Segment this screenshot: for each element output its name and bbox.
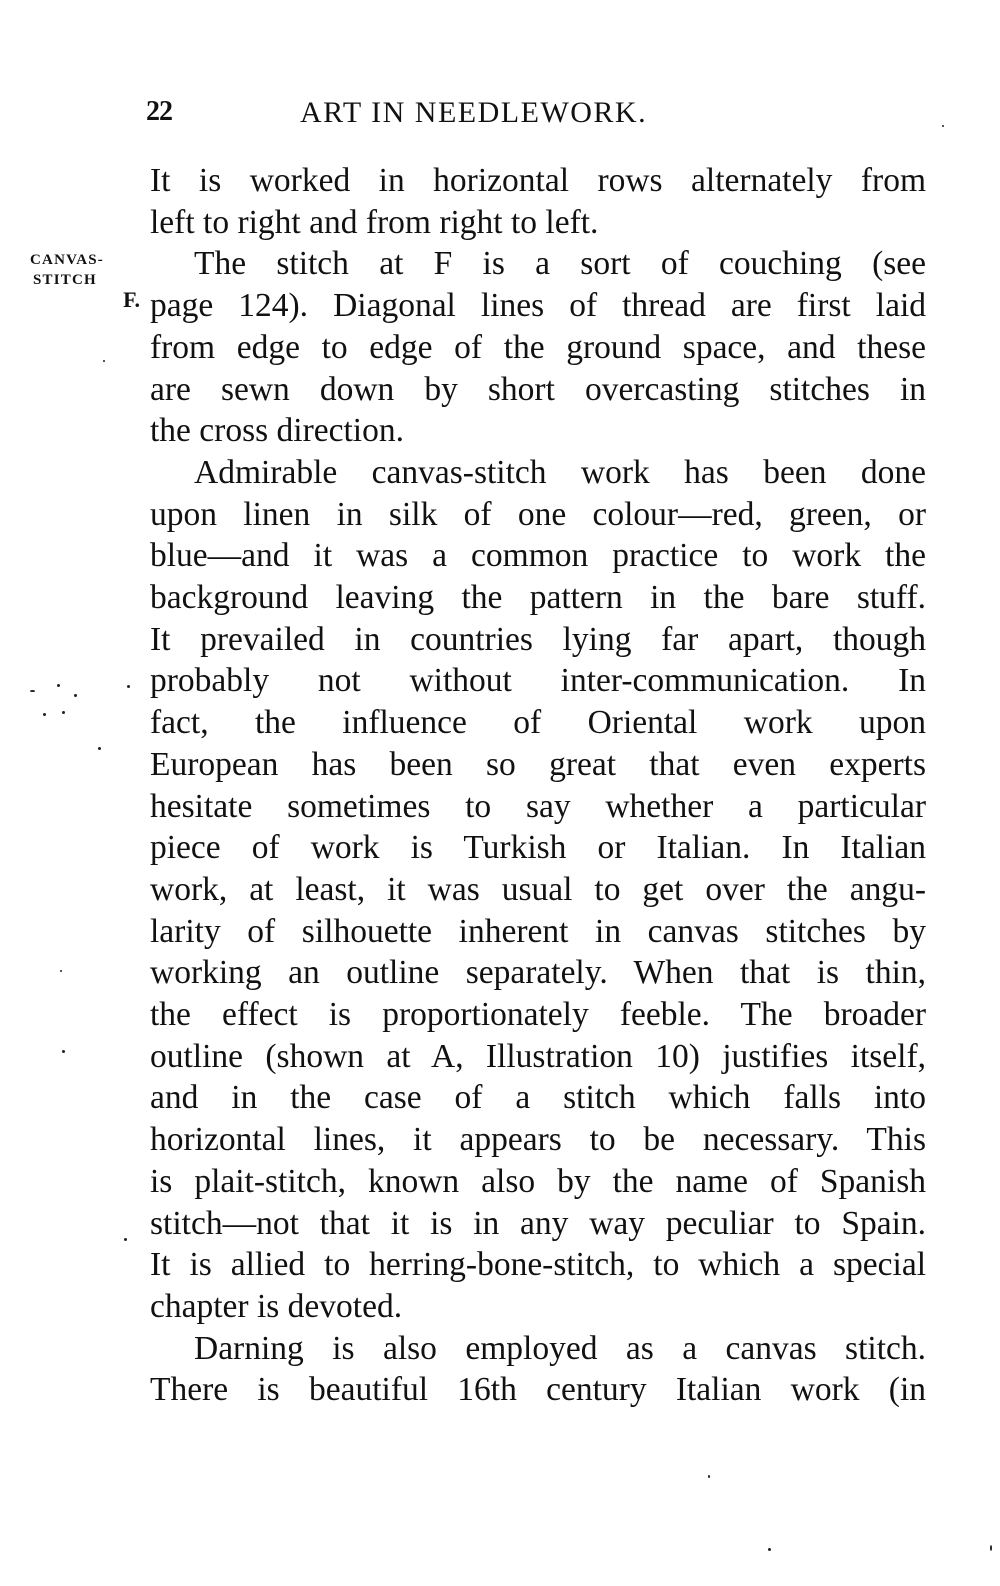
scan-speck [990, 1545, 992, 1551]
text-line: stitch—not that it is in any way peculiar to Spain. [150, 1204, 926, 1242]
margin-note [30, 250, 140, 310]
text-line: is plait-stitch, known also by the name of Spanish [150, 1162, 926, 1200]
text-line: European has been so great that even experts [150, 745, 926, 783]
text-line: upon linen in silk of one colour—red, green, or [150, 495, 926, 533]
page-number: 22 [146, 96, 172, 127]
text-line: the effect is proportionately feeble. The broader [150, 996, 926, 1034]
scan-speck [30, 690, 35, 692]
scan-speck [708, 1475, 710, 1478]
scan-speck [942, 125, 944, 127]
body-text [150, 160, 926, 1411]
text-line: There is beautiful 16th century Italian work (in [150, 1371, 926, 1409]
text-line: larity of silhouette inherent in canvas stitches by [150, 912, 926, 950]
text-line: left to right and from right to left. [150, 203, 599, 241]
scan-speck [74, 694, 77, 697]
text-line: work, at least, it was usual to get over the angu- [150, 870, 926, 908]
text-line: The stitch at F is a sort of couching (see [194, 245, 926, 283]
scan-speck [768, 1548, 771, 1551]
scan-speck [98, 747, 101, 750]
text-line: piece of work is Turkish or Italian. In Italian [150, 829, 926, 867]
margin-note-line: F. [123, 287, 140, 312]
text-line: It is allied to herring-bone-stitch, to which a special [150, 1246, 926, 1284]
scan-speck [43, 713, 46, 716]
scan-speck [62, 711, 65, 714]
text-line: background leaving the pattern in the bare stuff. [150, 579, 926, 617]
scan-speck [60, 970, 62, 972]
text-line: the cross direction. [150, 412, 404, 450]
text-line: Admirable canvas-stitch work has been done [194, 453, 926, 491]
scan-speck [103, 360, 105, 362]
text-line: probably not without inter-communication. In [150, 662, 926, 700]
scan-speck [124, 1238, 127, 1241]
text-line: hesitate sometimes to say whether a particular [150, 787, 926, 825]
text-line: It prevailed in countries lying far apart, though [150, 620, 926, 658]
text-line: page 124). Diagonal lines of thread are first laid [150, 287, 926, 325]
text-line: fact, the influence of Oriental work upon [150, 704, 926, 742]
margin-note-line: STITCH [33, 272, 97, 288]
text-line: working an outline separately. When that is thin, [150, 954, 926, 992]
text-line: outline (shown at A, Illustration 10) justifies itself, [150, 1037, 926, 1075]
text-line: from edge to edge of the ground space, and these [150, 328, 926, 366]
text-line: horizontal lines, it appears to be necessary. This [150, 1121, 926, 1159]
text-line: and in the case of a stitch which falls into [150, 1079, 926, 1117]
scan-speck [57, 684, 60, 687]
text-line: Darning is also employed as a canvas stitch. [194, 1329, 926, 1367]
text-line: blue—and it was a common practice to work the [150, 537, 926, 575]
text-line: are sewn down by short overcasting stitches in [150, 370, 926, 408]
running-head: ART IN NEEDLEWORK. [300, 96, 648, 129]
scan-speck [127, 685, 130, 688]
scan-speck [62, 1050, 65, 1053]
text-line: chapter is devoted. [150, 1287, 403, 1325]
text-line: It is worked in horizontal rows alternately from [150, 162, 926, 199]
margin-note-line: CANVAS- [30, 252, 104, 268]
